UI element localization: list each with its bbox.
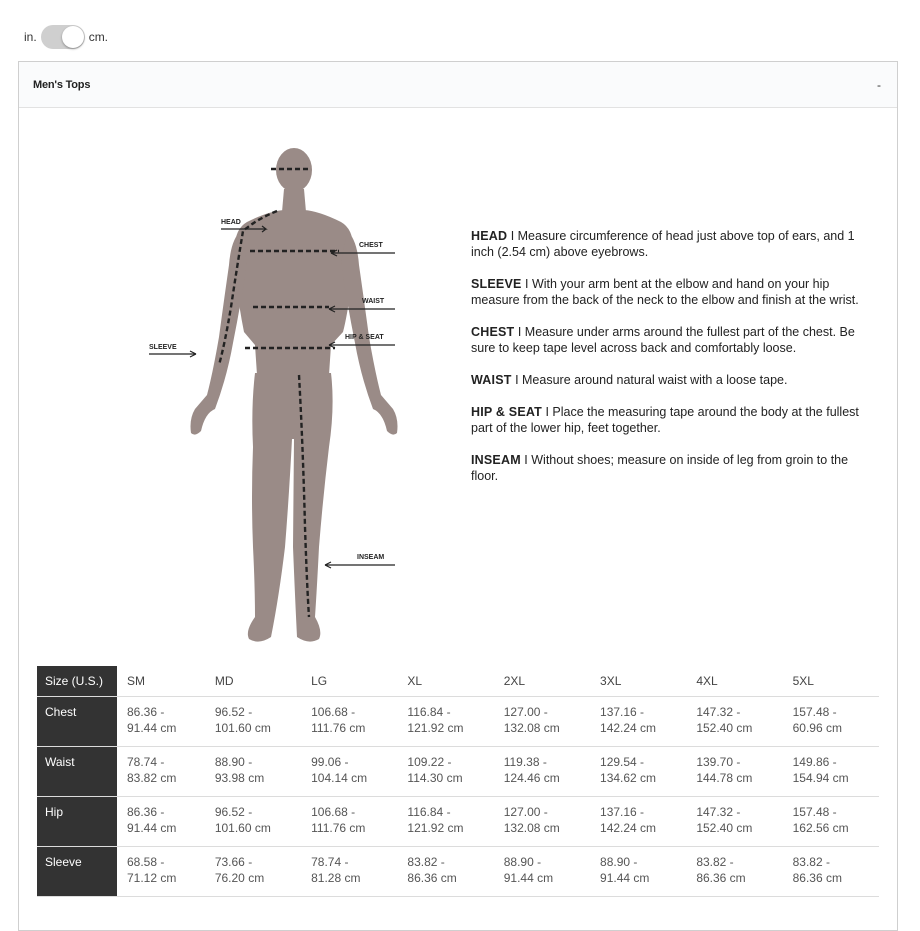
- range-end: 162.56 cm: [792, 821, 849, 835]
- unit-label-centimeters: cm.: [88, 30, 109, 44]
- range-start: 119.38 -: [503, 755, 547, 769]
- label-chest: CHEST: [359, 242, 383, 249]
- term-inseam: INSEAM: [471, 453, 521, 467]
- range-end: 91.44 cm: [127, 821, 177, 835]
- collapse-toggle[interactable]: -: [877, 77, 881, 92]
- range-end: 86.36 cm: [407, 871, 457, 885]
- table-cell: [205, 797, 301, 847]
- size-col-lg: LG: [301, 666, 397, 697]
- row-label: Chest: [37, 697, 117, 747]
- size-chart-panel: [18, 61, 898, 931]
- range-start: 88.90 -: [503, 855, 542, 869]
- size-col-3xl: 3XL: [590, 666, 686, 697]
- size-col-xl: XL: [397, 666, 493, 697]
- range-start: 106.68 -: [311, 805, 356, 819]
- panel-header[interactable]: [19, 62, 897, 108]
- term-waist: WAIST: [471, 373, 512, 387]
- row-label: Waist: [37, 747, 117, 797]
- range-end: 86.36 cm: [696, 871, 746, 885]
- range-start: 83.82 -: [407, 855, 445, 869]
- range-end: 60.96 cm: [792, 721, 842, 735]
- table-cell: [783, 747, 879, 797]
- table-cell: [686, 747, 782, 797]
- table-cell: [117, 847, 205, 897]
- range-end: 91.44 cm: [600, 871, 650, 885]
- range-end: 76.20 cm: [214, 871, 265, 885]
- range-end: 121.92 cm: [407, 721, 464, 735]
- text-waist: I Measure around natural waist with a loose tape.: [511, 373, 788, 387]
- unit-toggle: [24, 25, 108, 49]
- range-end: 101.60 cm: [214, 821, 271, 835]
- table-cell: [494, 697, 590, 747]
- text-head: I Measure circumference of head just above top of ears, and 1 inch (2.54 cm) above eyebrows.: [471, 229, 855, 259]
- range-end: 152.40 cm: [696, 721, 753, 735]
- table-row: [37, 747, 879, 797]
- text-sleeve: I With your arm bent at the elbow and hand on your hip measure from the back of the neck to the elbow and finish at the wrist.: [471, 277, 859, 307]
- range-start: 78.74 -: [127, 755, 165, 769]
- term-head: HEAD: [471, 229, 508, 243]
- label-waist: WAIST: [362, 298, 385, 305]
- range-end: 91.44 cm: [503, 871, 554, 885]
- range-start: 137.16 -: [600, 805, 645, 819]
- range-start: 78.74 -: [311, 855, 349, 869]
- range-end: 91.44 cm: [127, 721, 177, 735]
- range-start: 88.90 -: [214, 755, 253, 769]
- range-end: 111.76 cm: [311, 721, 366, 735]
- range-start: 147.32 -: [696, 705, 741, 719]
- label-inseam: INSEAM: [357, 554, 385, 561]
- table-cell: [686, 797, 782, 847]
- table-cell: [397, 697, 493, 747]
- size-col-2xl: 2XL: [494, 666, 590, 697]
- table-row: [37, 847, 879, 897]
- range-start: 109.22 -: [407, 755, 452, 769]
- range-end: 142.24 cm: [600, 821, 657, 835]
- range-end: 93.98 cm: [214, 771, 265, 785]
- instruction-head: [471, 228, 861, 260]
- range-start: 88.90 -: [600, 855, 638, 869]
- table-cell: [397, 847, 493, 897]
- range-start: 116.84 -: [407, 705, 451, 719]
- table-cell: [205, 747, 301, 797]
- table-cell: [117, 697, 205, 747]
- instruction-hip-seat: [471, 404, 861, 436]
- table-cell: [397, 797, 493, 847]
- table-cell: [686, 847, 782, 897]
- range-start: 139.70 -: [696, 755, 741, 769]
- range-start: 83.82 -: [696, 855, 734, 869]
- table-cell: [686, 697, 782, 747]
- table-cell: [783, 697, 879, 747]
- range-end: 114.30 cm: [407, 771, 463, 785]
- table-cell: [494, 847, 590, 897]
- range-end: 132.08 cm: [503, 821, 560, 835]
- instruction-inseam: [471, 452, 861, 484]
- range-start: 96.52 -: [214, 805, 253, 819]
- instruction-chest: [471, 324, 861, 356]
- range-start: 157.48 -: [792, 705, 837, 719]
- range-start: 129.54 -: [600, 755, 645, 769]
- range-start: 83.82 -: [792, 855, 830, 869]
- size-table-body: [37, 697, 879, 897]
- table-cell: [301, 697, 397, 747]
- text-chest: I Measure under arms around the fullest part of the chest. Be sure to keep tape level across back and comfortably loose.: [471, 325, 855, 355]
- label-head: HEAD: [221, 219, 241, 226]
- range-start: 106.68 -: [311, 705, 356, 719]
- table-cell: [117, 747, 205, 797]
- range-end: 124.46 cm: [503, 771, 560, 785]
- range-end: 154.94 cm: [792, 771, 849, 785]
- table-cell: [397, 747, 493, 797]
- size-col-4xl: 4XL: [686, 666, 782, 697]
- text-hip-seat: I Place the measuring tape around the body at the fullest part of the lower hip, feet together.: [471, 405, 859, 435]
- unit-label-inches: in.: [24, 30, 37, 44]
- body-measurement-figure: [119, 147, 409, 647]
- measurement-instructions: [471, 228, 861, 500]
- term-chest: CHEST: [471, 325, 515, 339]
- table-cell: [494, 797, 590, 847]
- range-end: 104.14 cm: [311, 771, 368, 785]
- table-cell: [301, 747, 397, 797]
- table-cell: [301, 797, 397, 847]
- size-col-5xl: 5XL: [783, 666, 879, 697]
- range-start: 157.48 -: [792, 805, 837, 819]
- instruction-waist: [471, 372, 861, 388]
- switch-knob[interactable]: [62, 26, 84, 48]
- text-inseam: I Without shoes; measure on inside of leg from groin to the floor.: [471, 453, 849, 483]
- instruction-sleeve: [471, 276, 861, 308]
- range-end: 83.82 cm: [127, 771, 177, 785]
- range-start: 147.32 -: [696, 805, 741, 819]
- table-cell: [590, 747, 686, 797]
- range-end: 132.08 cm: [503, 721, 560, 735]
- table-cell: [783, 797, 879, 847]
- range-end: 81.28 cm: [311, 871, 361, 885]
- range-end: 152.40 cm: [696, 821, 753, 835]
- unit-switch[interactable]: [41, 25, 85, 49]
- range-start: 149.86 -: [792, 755, 837, 769]
- range-end: 144.78 cm: [696, 771, 753, 785]
- range-start: 86.36 -: [127, 805, 165, 819]
- row-label: Sleeve: [37, 847, 117, 897]
- table-cell: [590, 797, 686, 847]
- table-row: [37, 797, 879, 847]
- table-cell: [590, 697, 686, 747]
- table-cell: [205, 697, 301, 747]
- table-cell: [783, 847, 879, 897]
- range-start: 127.00 -: [503, 805, 548, 819]
- range-start: 68.58 -: [127, 855, 165, 869]
- range-start: 99.06 -: [311, 755, 349, 769]
- label-hip-seat: HIP & SEAT: [345, 334, 384, 341]
- range-start: 116.84 -: [407, 805, 451, 819]
- term-sleeve: SLEEVE: [471, 277, 522, 291]
- size-us-header: Size (U.S.): [37, 666, 117, 697]
- range-start: 127.00 -: [503, 705, 548, 719]
- range-start: 73.66 -: [214, 855, 253, 869]
- range-end: 111.76 cm: [311, 821, 366, 835]
- size-header-row: [37, 666, 879, 697]
- range-end: 71.12 cm: [127, 871, 177, 885]
- term-hip-seat: HIP & SEAT: [471, 405, 542, 419]
- range-start: 96.52 -: [214, 705, 253, 719]
- table-cell: [590, 847, 686, 897]
- range-start: 137.16 -: [600, 705, 645, 719]
- table-cell: [117, 797, 205, 847]
- range-end: 134.62 cm: [600, 771, 657, 785]
- size-col-md: MD: [205, 666, 301, 697]
- size-table: [37, 666, 879, 897]
- table-cell: [494, 747, 590, 797]
- range-end: 101.60 cm: [214, 721, 271, 735]
- table-row: [37, 697, 879, 747]
- range-end: 121.92 cm: [407, 821, 464, 835]
- panel-title: Men's Tops: [33, 78, 91, 91]
- table-cell: [301, 847, 397, 897]
- row-label: Hip: [37, 797, 117, 847]
- size-col-sm: SM: [117, 666, 205, 697]
- range-end: 142.24 cm: [600, 721, 657, 735]
- table-cell: [205, 847, 301, 897]
- range-start: 86.36 -: [127, 705, 165, 719]
- range-end: 86.36 cm: [792, 871, 842, 885]
- label-sleeve: SLEEVE: [149, 344, 177, 351]
